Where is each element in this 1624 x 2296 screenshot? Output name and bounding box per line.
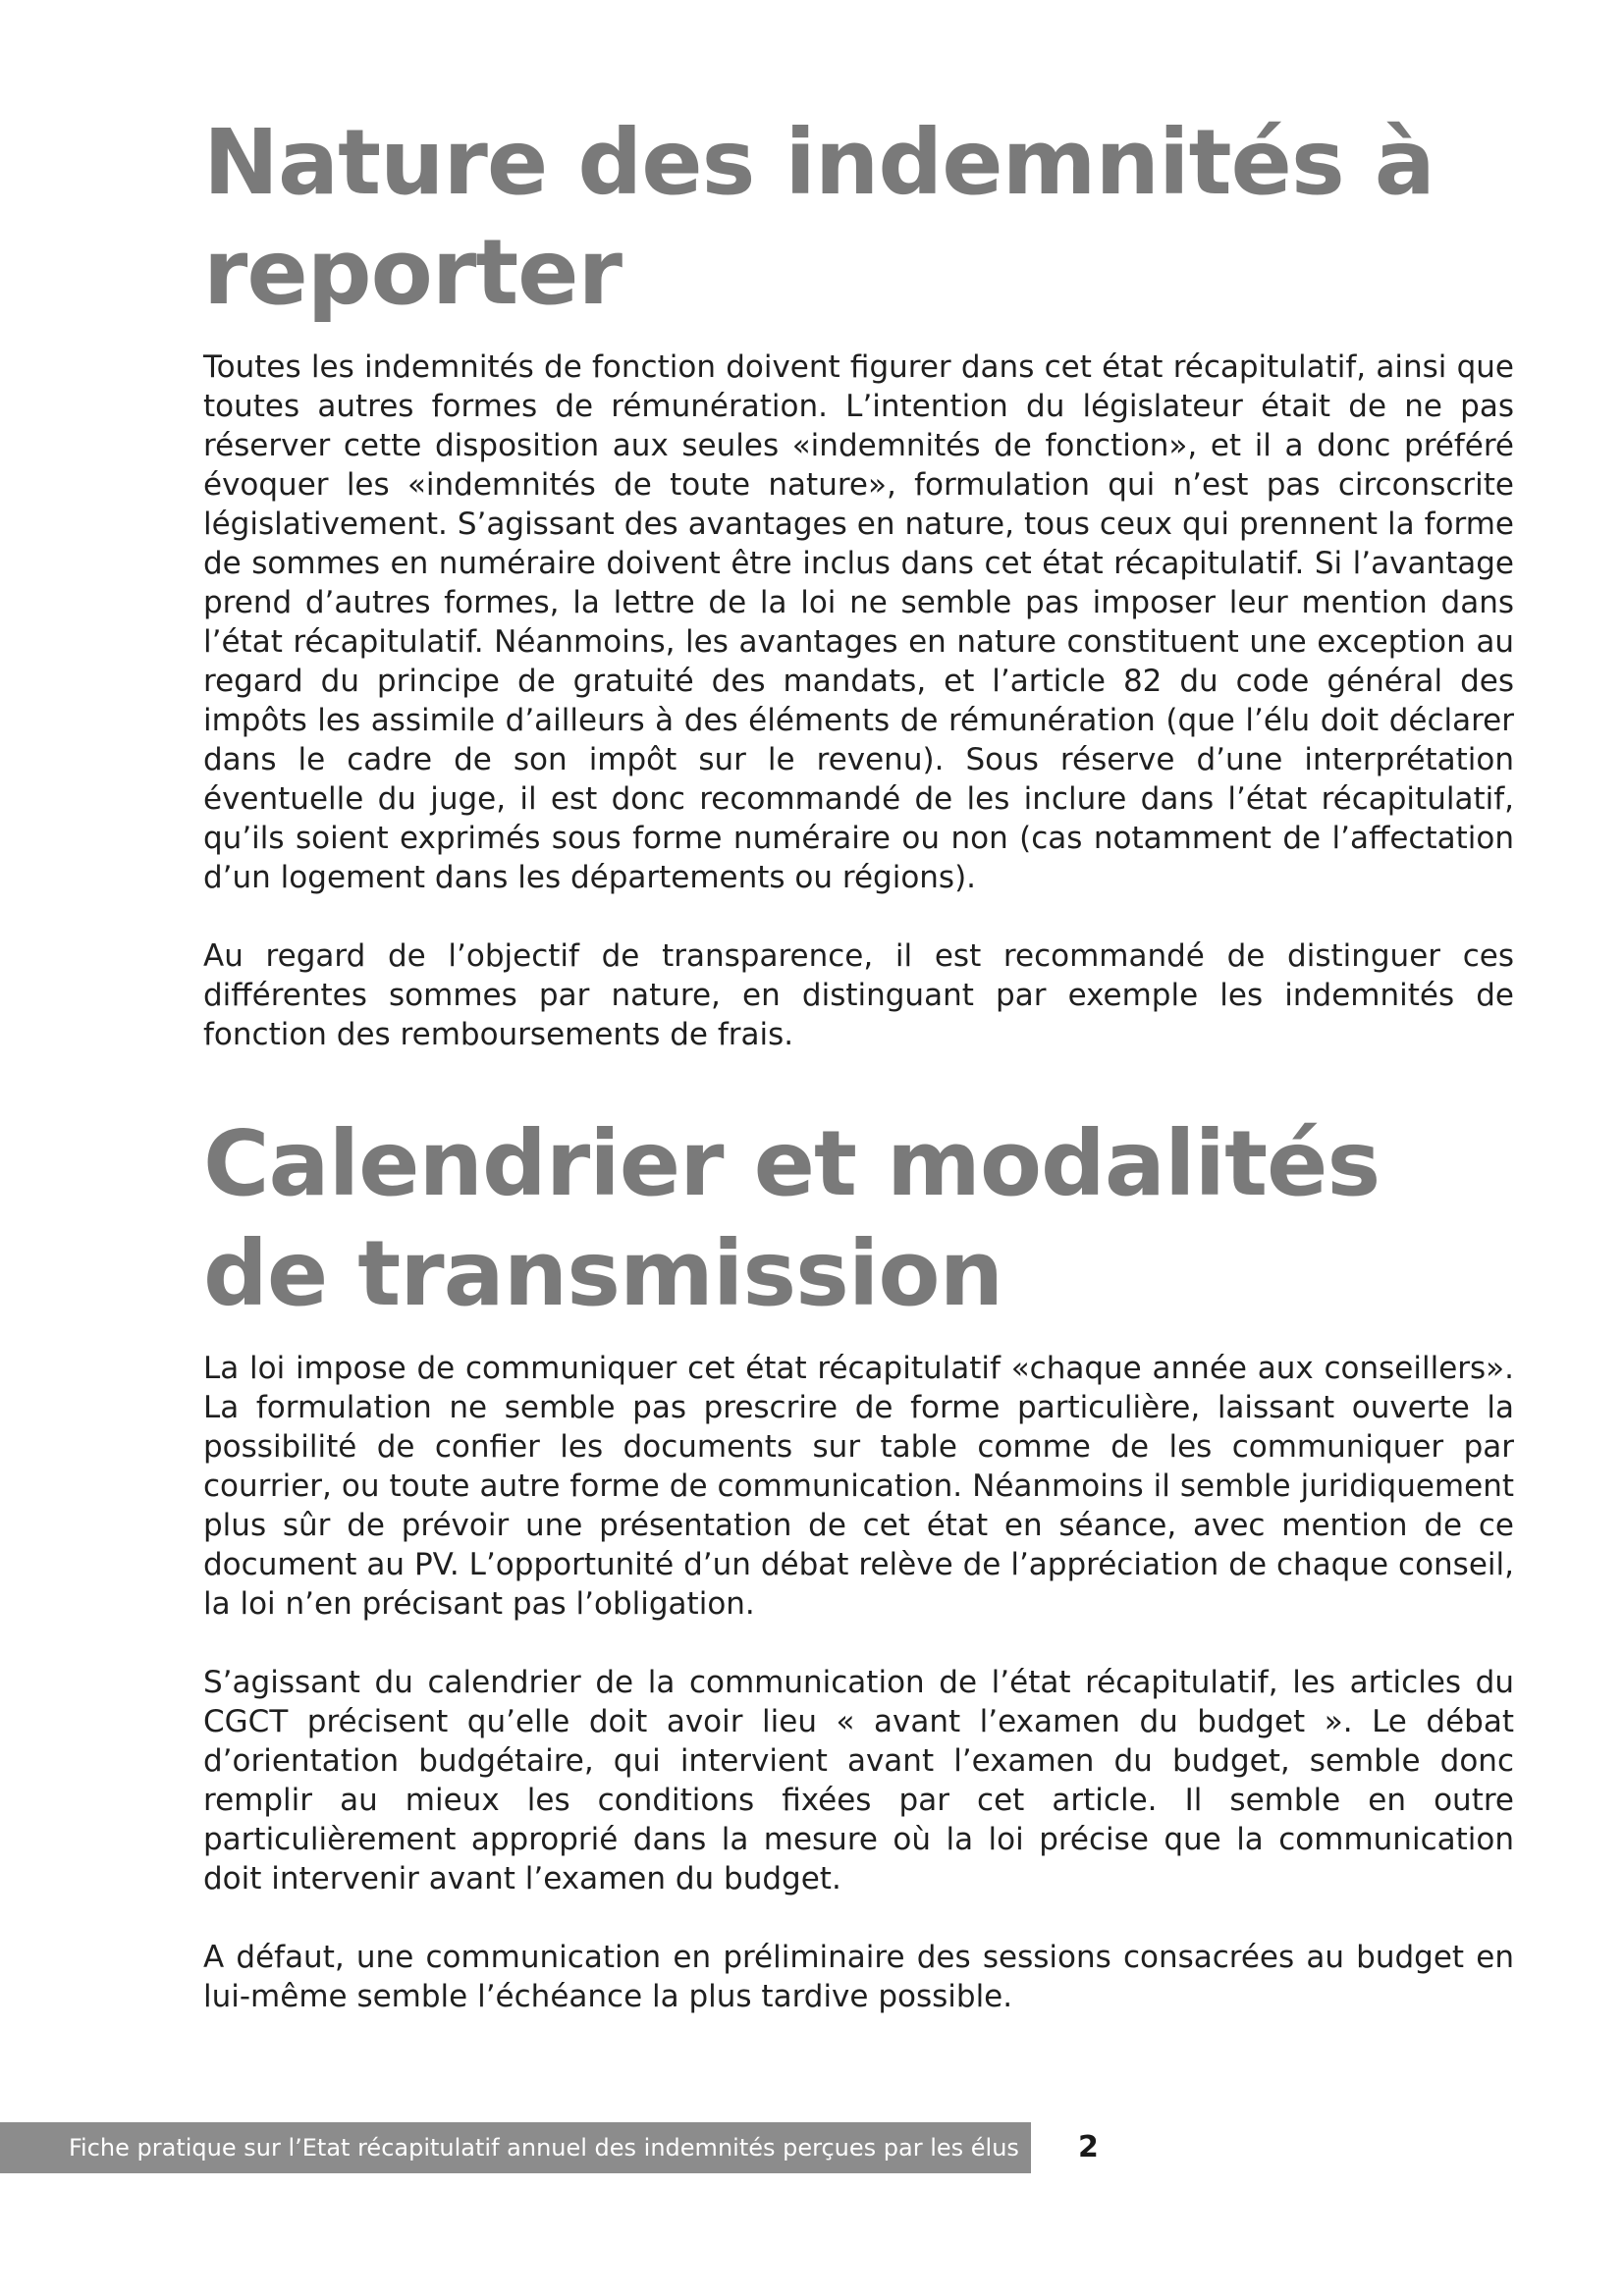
section-heading-nature: Nature des indemnités à reporter: [203, 110, 1435, 325]
section-calendrier-paragraph-1: La loi impose de communiquer cet état récapitulatif «chaque année aux conseillers». La formulation ne semble pas prescrire de forme particulière, laissant ouverte la possibilité de confier les documents sur table comme de les communiquer par courrier, ou toute autre forme de communication. Néanmoins il semble juridiquement plus sûr de prévoir une présentation de cet état en séance, avec mention de ce document au PV. L’opportunité d’un débat relève de l’appréciation de chaque conseil, la loi n’en précisant pas l’obligation.: [203, 1351, 1514, 1622]
section-calendrier-paragraph-2: S’agissant du calendrier de la communication de l’état récapitulatif, les articles du CGCT précisent qu’elle doit avoir lieu « avant l’examen du budget ». Le débat d’orientation budgétaire, qui intervient avant l’examen du budget, semble donc remplir au mieux les conditions fixées par cet article. Il semble en outre particulièrement approprié dans la mesure où la loi précise que la communication doit intervenir avant l’examen du budget.: [203, 1665, 1514, 1896]
section-heading-calendrier: Calendrier et modalités de transmission: [203, 1111, 1380, 1326]
document-page: [203, 108, 1514, 2016]
section-calendrier-paragraph-3: A défaut, une communication en préliminaire des sessions consacrées au budget en lui-même semble l’échéance la plus tardive possible.: [203, 1940, 1514, 2014]
section-nature-paragraph-2: Au regard de l’objectif de transparence, il est recommandé de distinguer ces différentes sommes par nature, en distinguant par exemple les indemnités de fonction des remboursements de frais.: [203, 938, 1514, 1052]
footer-text: Fiche pratique sur l’Etat récapitulatif annuel des indemnités perçues par les élus: [69, 2134, 1019, 2162]
section-nature-paragraph-1: Toutes les indemnités de fonction doivent figurer dans cet état récapitulatif, ainsi que toutes autres formes de rémunération. L’intention du législateur était de ne pas réserver cette disposition aux seules «indemnités de fonction», et il a donc préféré évoquer les «indemnités de toute nature», formulation qui n’est pas circonscrite législativement. S’agissant des avantages en nature, tous ceux qui prennent la forme de sommes en numéraire doivent être inclus dans cet état récapitulatif. Si l’avantage prend d’autres formes, la lettre de la loi ne semble pas imposer leur mention dans l’état récapitulatif. Néanmoins, les avantages en nature constituent une exception au regard du principe de gratuité des mandats, et l’article 82 du code général des impôts les assimile d’ailleurs à des éléments de rémunération (que l’élu doit déclarer dans le cadre de son impôt sur le revenu). Sous réserve d’une interprétation éventuelle du juge, il est donc recommandé de les inclure dans l’état récapitulatif, qu’ils soient exprimés sous forme numéraire ou non (cas notamment de l’affectation d’un logement dans les départements ou régions).: [203, 349, 1514, 895]
footer-bar: [0, 2122, 1031, 2173]
page-number: 2: [1078, 2130, 1099, 2164]
